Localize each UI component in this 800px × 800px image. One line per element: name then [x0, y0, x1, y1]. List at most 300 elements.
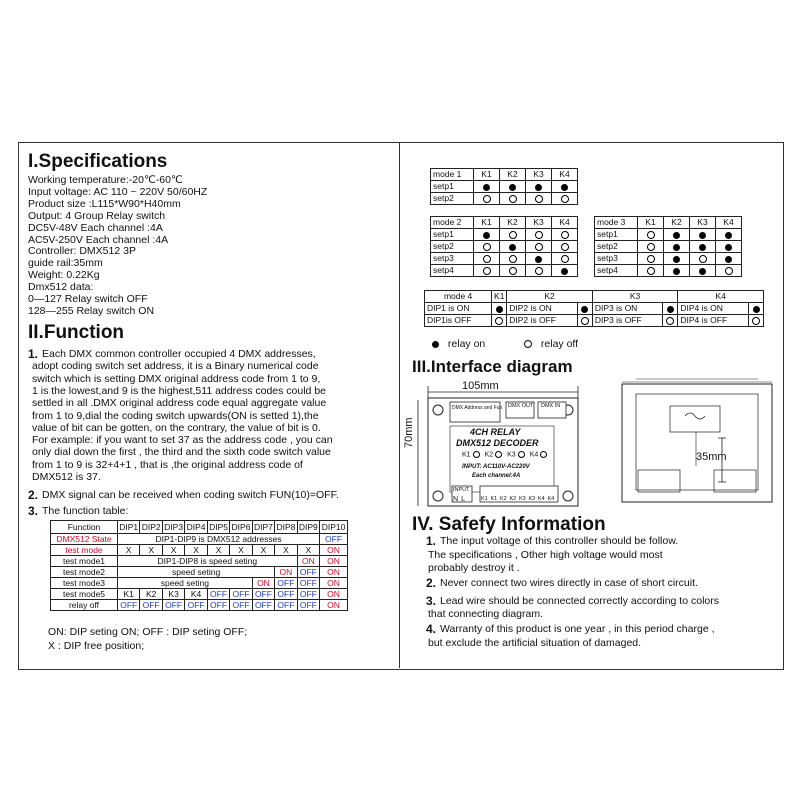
- relay-on-icon: [699, 244, 706, 251]
- step-label: setp4: [431, 265, 474, 277]
- input-terminal-label: N: [453, 496, 459, 503]
- function-item3-text: The function table:: [42, 505, 129, 517]
- function-table-cell: OFF: [162, 600, 184, 611]
- board-led-row: [462, 451, 552, 458]
- relay-on-icon: [561, 184, 568, 191]
- relay-state-cell: [526, 253, 552, 265]
- relay-state-cell: [500, 241, 526, 253]
- spec-line: 128—255 Relay switch ON: [28, 304, 155, 317]
- function-table-cell: speed seting: [118, 578, 253, 589]
- relay-off-icon: [483, 267, 491, 275]
- relay-state-cell: [749, 303, 764, 315]
- relay-terminal-label: K4: [538, 496, 545, 502]
- relay-state-cell: [638, 253, 664, 265]
- mode-col-header: K4: [678, 291, 764, 303]
- safety-item-line: The specifications , Other high voltage would most: [428, 549, 663, 561]
- relay-state-cell: [552, 229, 578, 241]
- relay-off-icon: [666, 317, 674, 325]
- table-row: [431, 181, 578, 193]
- relay-off-icon: [509, 255, 517, 263]
- function-table-cell: OFF: [118, 600, 140, 611]
- relay-state-cell: [690, 241, 716, 253]
- spec-line: guide rail:35mm: [28, 257, 103, 270]
- function-item1-line: from 1 to 9 is 32+4+1 , that is ,the original address code of: [32, 458, 303, 471]
- function-table-cell: K4: [185, 589, 207, 600]
- mode-col-header: K3: [690, 217, 716, 229]
- table-row: [51, 534, 348, 545]
- function-table-cell: OFF: [252, 600, 274, 611]
- mode-table-header: [431, 217, 578, 229]
- step-label: setp2: [431, 193, 474, 205]
- relay-on-icon: [725, 256, 732, 263]
- filled-circle-icon: [432, 341, 439, 348]
- safety-item-number: 1.: [426, 534, 437, 548]
- function-item1-line: only dial down the first , the third and the sixth code switch value: [32, 446, 331, 459]
- interface-heading: III.Interface diagram: [412, 357, 573, 376]
- function-table-cell: ON: [320, 567, 348, 578]
- mode-label: mode 1: [431, 169, 474, 181]
- function-table-header-cell: DIP3: [164, 521, 184, 532]
- legend-relay-on: relay on: [432, 339, 485, 350]
- function-table-header-cell: DIP4: [186, 521, 206, 532]
- relay-on-icon: [673, 256, 680, 263]
- function-table-header-cell: DIP2: [141, 521, 161, 532]
- relay-off-icon: [699, 255, 707, 263]
- relay-state-cell: [664, 229, 690, 241]
- function-table-header-cell: Function: [51, 521, 118, 534]
- dip-state-label: DIP3 is ON: [592, 303, 663, 315]
- relay-state-cell: [663, 315, 678, 327]
- spec-line: AC5V-250V Each channel :4A: [28, 233, 169, 246]
- relay-on-icon: [673, 268, 680, 275]
- relay-off-icon: [535, 231, 543, 239]
- relay-terminal-label: K3: [519, 496, 526, 502]
- relay-state-cell: [474, 241, 500, 253]
- relay-state-cell: [690, 229, 716, 241]
- relay-on-icon: [673, 244, 680, 251]
- mode-col-header: K2: [500, 217, 526, 229]
- relay-state-cell: [474, 253, 500, 265]
- dip-state-label: DIP2 is ON: [507, 303, 578, 315]
- relay-on-icon: [535, 184, 542, 191]
- step-label: setp2: [595, 241, 638, 253]
- relay-off-icon: [647, 255, 655, 263]
- mode-table-header: [595, 217, 742, 229]
- function-table-cell: X: [297, 545, 319, 556]
- relay-off-icon: [535, 243, 543, 251]
- led-label: K3: [507, 451, 516, 459]
- relay-on-icon: [496, 306, 503, 313]
- mode-table-header: [431, 169, 578, 181]
- relay-state-cell: [526, 229, 552, 241]
- function-table-header-cell: DIP9: [298, 521, 318, 532]
- relay-state-cell: [716, 241, 742, 253]
- function-table-cell: X: [230, 545, 252, 556]
- function-table-cell: test mode5: [51, 589, 118, 600]
- table-row: [431, 229, 578, 241]
- function-heading: II.Function: [28, 322, 125, 343]
- mode-col-header: K2: [507, 291, 593, 303]
- relay-state-cell: [664, 265, 690, 277]
- mode-col-header: K4: [716, 217, 742, 229]
- relay-state-cell: [638, 265, 664, 277]
- mode-col-header: K1: [474, 169, 500, 181]
- spec-line: 0—127 Relay switch OFF: [28, 293, 148, 305]
- spec-line: Output: 4 Group Relay switch: [28, 209, 166, 222]
- mode-col-header: K1: [474, 217, 500, 229]
- relay-off-icon: [725, 267, 733, 275]
- function-table-cell: ON: [320, 578, 348, 589]
- function-table-cell: test mode2: [51, 567, 118, 578]
- relay-off-icon: [535, 195, 543, 203]
- function-item1-number: 1.: [28, 347, 39, 361]
- dip-legend-note: ON: DIP seting ON; OFF : DIP seting OFF;: [48, 626, 248, 638]
- dip-state-label: DIP4 is ON: [678, 303, 749, 315]
- spec-line: Input voltage: AC 110 ~ 220V 50/60HZ: [28, 185, 208, 198]
- width-dimension: 105mm: [462, 380, 499, 392]
- relay-state-cell: [638, 241, 664, 253]
- relay-state-cell: [474, 229, 500, 241]
- relay-off-icon: [483, 255, 491, 263]
- relay-terminal-label: K1: [481, 496, 488, 502]
- safety-item-line: The input voltage of this controller should be follow.: [440, 535, 679, 547]
- relay-off-icon: [561, 231, 569, 239]
- relay-off-icon: [509, 231, 517, 239]
- relay-terminal-label: K2: [509, 496, 517, 502]
- mode4-table: [424, 290, 764, 327]
- function-table-header-cell: DIP5: [209, 521, 228, 532]
- mode-table-header: [425, 291, 764, 303]
- spec-line: Product size :L115*W90*H40mm: [28, 197, 181, 210]
- relay-off-icon: [752, 317, 760, 325]
- mode-label: mode 3: [595, 217, 638, 229]
- step-label: setp1: [431, 229, 474, 241]
- function-table-cell: OFF: [275, 578, 297, 589]
- relay-on-icon: [673, 232, 680, 239]
- relay-on-icon: [725, 244, 732, 251]
- relay-on-icon: [699, 268, 706, 275]
- safety-item-line: probably destroy it .: [428, 562, 520, 574]
- relay-state-cell: [638, 229, 664, 241]
- relay-state-cell: [474, 193, 500, 205]
- board-each-line: Each channel:4A: [472, 473, 521, 479]
- mode-col-header: K1: [492, 291, 507, 303]
- relay-state-cell: [500, 193, 526, 205]
- input-terminals: [453, 496, 468, 503]
- function-table-cell: OFF: [185, 600, 207, 611]
- function-table-cell: DIP1-DIP9 is DMX512 addresses: [118, 534, 320, 545]
- board-title-2: DMX512 DECODER: [456, 438, 539, 448]
- safety-item-number: 3.: [426, 594, 437, 608]
- relay-state-cell: [500, 253, 526, 265]
- step-label: setp1: [431, 181, 474, 193]
- function-table-cell: X: [275, 545, 297, 556]
- led-icon: [495, 451, 502, 458]
- function-table-cell: ON: [275, 567, 297, 578]
- led-icon: [540, 451, 547, 458]
- spec-line: DC5V-48V Each channel :4A: [28, 221, 163, 234]
- function-item1-line: 1 is the lowest,and 9 is the highest,511 address codes could be: [32, 384, 326, 397]
- step-label: setp3: [595, 253, 638, 265]
- relay-off-icon: [561, 243, 569, 251]
- relay-off-icon: [561, 195, 569, 203]
- function-table-cell: OFF: [297, 578, 319, 589]
- dip-free-note: X : DIP free position;: [48, 640, 145, 652]
- function-table-cell: ON: [320, 545, 348, 556]
- function-item2-text: DMX signal can be received when coding switch FUN(10)=OFF.: [42, 489, 339, 501]
- relay-off-icon: [581, 317, 589, 325]
- function-table-cell: test mode: [51, 545, 118, 556]
- step-label: setp1: [595, 229, 638, 241]
- rail-dimension: 35mm: [696, 451, 727, 463]
- relay-state-cell: [526, 181, 552, 193]
- relay-state-cell: [492, 303, 507, 315]
- relay-state-cell: [690, 253, 716, 265]
- height-dimension: 70mm: [403, 417, 415, 448]
- relay-state-cell: [663, 303, 678, 315]
- table-row: [51, 545, 348, 556]
- mode-col-header: K3: [526, 217, 552, 229]
- function-table-cell: ON: [320, 556, 348, 567]
- relay-state-cell: [500, 265, 526, 277]
- relay-state-cell: [664, 241, 690, 253]
- relay-state-cell: [500, 181, 526, 193]
- spec-line: Weight: 0.22Kg: [28, 269, 100, 282]
- function-table-cell: relay off: [51, 600, 118, 611]
- function-table-cell: test mode3: [51, 578, 118, 589]
- relay-state-cell: [716, 229, 742, 241]
- safety-heading: IV. Safefy Information: [412, 514, 606, 535]
- safety-item-line: Never connect two wires directly in case of short circuit.: [440, 577, 698, 589]
- relay-off-icon: [509, 267, 517, 275]
- function-table-cell: OFF: [320, 534, 348, 545]
- function-table-cell: X: [118, 545, 140, 556]
- function-table-cell: X: [252, 545, 274, 556]
- relay-state-cell: [492, 315, 507, 327]
- dmx-in-label: DMX IN: [541, 403, 561, 409]
- function-table-cell: ON: [252, 578, 274, 589]
- dmx-address-label: DMX Address and Fun: [452, 405, 503, 411]
- relay-state-cell: [526, 265, 552, 277]
- spec-line: Controller: DMX512 3P: [28, 245, 136, 258]
- function-table-header-cell: DIP7: [253, 521, 273, 532]
- mode-col-header: K2: [664, 217, 690, 229]
- specifications-heading: I.Specifications: [28, 151, 168, 172]
- relay-terminals: [481, 497, 557, 503]
- relay-off-icon: [495, 317, 503, 325]
- function-table-cell: OFF: [297, 567, 319, 578]
- mode1-table: [430, 168, 578, 205]
- function-item1-line: adopt coding switch set address, it is a Binary numerical code: [32, 360, 319, 373]
- function-table-cell: OFF: [297, 600, 319, 611]
- function-item1-line: settled in all .DMX original address code equal aggregate value: [32, 397, 327, 410]
- dip-state-label: DIP1is OFF: [425, 315, 492, 327]
- function-table-cell: X: [185, 545, 207, 556]
- relay-terminal-label: K3: [528, 496, 536, 502]
- function-table-cell: K3: [162, 589, 184, 600]
- relay-state-cell: [749, 315, 764, 327]
- function-table-cell: X: [162, 545, 184, 556]
- table-row: [595, 229, 742, 241]
- relay-terminal-label: K2: [500, 496, 507, 502]
- function-item1-line: value of bit can be gotten, on the contrary, the value of bit is 0.: [32, 421, 321, 434]
- function-table-cell: ON: [320, 589, 348, 600]
- function-item2-number: 2.: [28, 488, 39, 502]
- table-row: [425, 315, 764, 327]
- function-table-header-cell: DIP10: [320, 521, 348, 534]
- relay-state-cell: [577, 315, 592, 327]
- spec-line: Working temperature:-20℃-60℃: [28, 174, 183, 186]
- function-table-cell: OFF: [207, 600, 229, 611]
- function-table-header-cell: DIP8: [276, 521, 296, 532]
- mode2-table: [430, 216, 578, 277]
- mode-col-header: K4: [552, 169, 578, 181]
- dip-state-label: DIP1 is ON: [425, 303, 492, 315]
- function-table-cell: ON: [320, 600, 348, 611]
- table-row: [595, 253, 742, 265]
- relay-off-icon: [483, 195, 491, 203]
- led-label: K1: [462, 451, 471, 459]
- mode-col-header: K1: [638, 217, 664, 229]
- mode-col-header: K3: [526, 169, 552, 181]
- table-row: [425, 303, 764, 315]
- function-item1-line: Each DMX common controller occupied 4 DMX addresses,: [42, 348, 316, 360]
- input-label: INPUT: [453, 487, 470, 493]
- function-table-cell: speed seting: [118, 567, 275, 578]
- relay-on-icon: [753, 306, 760, 313]
- mode-col-header: K3: [592, 291, 678, 303]
- safety-item-line: Warranty of this product is one year , in this period charge ,: [440, 623, 715, 635]
- table-row: [51, 589, 348, 600]
- led-label: K2: [484, 451, 494, 459]
- function-table-cell: DIP1-DIP8 is speed seting: [118, 556, 298, 567]
- dip-state-label: DIP3 is OFF: [592, 315, 663, 327]
- relay-off-icon: [535, 267, 543, 275]
- relay-state-cell: [690, 265, 716, 277]
- function-item1-line: DMX512 is 37.: [32, 471, 101, 483]
- table-row: [51, 556, 348, 567]
- relay-state-cell: [474, 181, 500, 193]
- relay-state-cell: [552, 181, 578, 193]
- relay-off-icon: [483, 243, 491, 251]
- mode-col-header: K4: [552, 217, 578, 229]
- table-row: [431, 253, 578, 265]
- relay-off-icon: [509, 195, 517, 203]
- relay-on-icon: [483, 184, 490, 191]
- function-table-header-cell: DIP6: [231, 521, 251, 532]
- function-table-cell: OFF: [207, 589, 229, 600]
- relay-on-icon: [725, 232, 732, 239]
- step-label: setp2: [431, 241, 474, 253]
- relay-off-icon: [647, 231, 655, 239]
- function-table-cell: OFF: [140, 600, 162, 611]
- safety-item-number: 4.: [426, 622, 437, 636]
- function-table-cell: K2: [140, 589, 162, 600]
- table-row: [51, 578, 348, 589]
- relay-state-cell: [552, 253, 578, 265]
- function-table-cell: X: [140, 545, 162, 556]
- relay-on-icon: [509, 184, 516, 191]
- board-input-line: INPUT: AC110V-AC220V: [462, 464, 530, 470]
- table-row: [595, 241, 742, 253]
- mode-col-header: K2: [500, 169, 526, 181]
- relay-state-cell: [552, 241, 578, 253]
- relay-state-cell: [552, 265, 578, 277]
- function-table-cell: ON: [297, 556, 319, 567]
- input-terminal-label: L: [461, 496, 465, 503]
- relay-on-icon: [581, 306, 588, 313]
- function-table-cell: OFF: [230, 589, 252, 600]
- dip-state-label: DIP4 is OFF: [678, 315, 749, 327]
- relay-on-icon: [509, 244, 516, 251]
- table-row: [431, 193, 578, 205]
- relay-on-icon: [535, 256, 542, 263]
- function-table-cell: OFF: [252, 589, 274, 600]
- led-label: K4: [529, 451, 539, 459]
- table-row: [51, 567, 348, 578]
- function-table-cell: DMX512 State: [51, 534, 118, 545]
- relay-state-cell: [664, 253, 690, 265]
- relay-on-icon: [667, 306, 674, 313]
- relay-off-icon: [647, 267, 655, 275]
- spec-line: Dmx512 data:: [28, 281, 94, 294]
- function-table: [50, 520, 348, 611]
- relay-on-icon: [699, 232, 706, 239]
- mode3-table: [594, 216, 742, 277]
- relay-state-cell: [500, 229, 526, 241]
- legend-relay-off: relay off: [524, 339, 578, 350]
- relay-state-cell: [552, 193, 578, 205]
- mode-label: mode 4: [425, 291, 492, 303]
- safety-item-line: Lead wire should be connected correctly according to colors: [440, 595, 719, 607]
- mode-label: mode 2: [431, 217, 474, 229]
- relay-on-icon: [561, 268, 568, 275]
- board-title-1: 4CH RELAY: [470, 427, 521, 437]
- table-row: [595, 265, 742, 277]
- safety-item-line: but exclude the artificial situation of damaged.: [428, 637, 642, 649]
- led-icon: [518, 451, 525, 458]
- relay-off-icon: [647, 243, 655, 251]
- function-item1-line: from 1 to 9,dial the coding switch upwards(ON is setted 1),the: [32, 409, 319, 422]
- relay-on-icon: [483, 232, 490, 239]
- relay-state-cell: [716, 265, 742, 277]
- relay-state-cell: [716, 253, 742, 265]
- relay-terminal-label: K1: [490, 496, 498, 502]
- function-table-cell: K1: [118, 589, 140, 600]
- safety-item-line: that connecting diagram.: [428, 608, 543, 620]
- function-table-header: [51, 521, 348, 534]
- function-table-cell: OFF: [230, 600, 252, 611]
- relay-off-icon: [561, 255, 569, 263]
- open-circle-icon: [524, 340, 532, 348]
- function-table-cell: OFF: [275, 589, 297, 600]
- function-item1-line: switch which is setting DMX original address code from 1 to 9,: [32, 372, 321, 385]
- safety-item-number: 2.: [426, 576, 437, 590]
- led-icon: [473, 451, 480, 458]
- dmx-out-label: DMX OUT: [508, 403, 534, 409]
- dip-state-label: DIP2 is OFF: [507, 315, 578, 327]
- function-item3-number: 3.: [28, 504, 39, 518]
- table-row: [431, 241, 578, 253]
- relay-state-cell: [474, 265, 500, 277]
- step-label: setp3: [431, 253, 474, 265]
- relay-state-cell: [526, 241, 552, 253]
- function-table-cell: X: [207, 545, 229, 556]
- relay-terminal-label: K4: [547, 496, 555, 502]
- relay-state-cell: [526, 193, 552, 205]
- function-table-cell: OFF: [297, 589, 319, 600]
- step-label: setp4: [595, 265, 638, 277]
